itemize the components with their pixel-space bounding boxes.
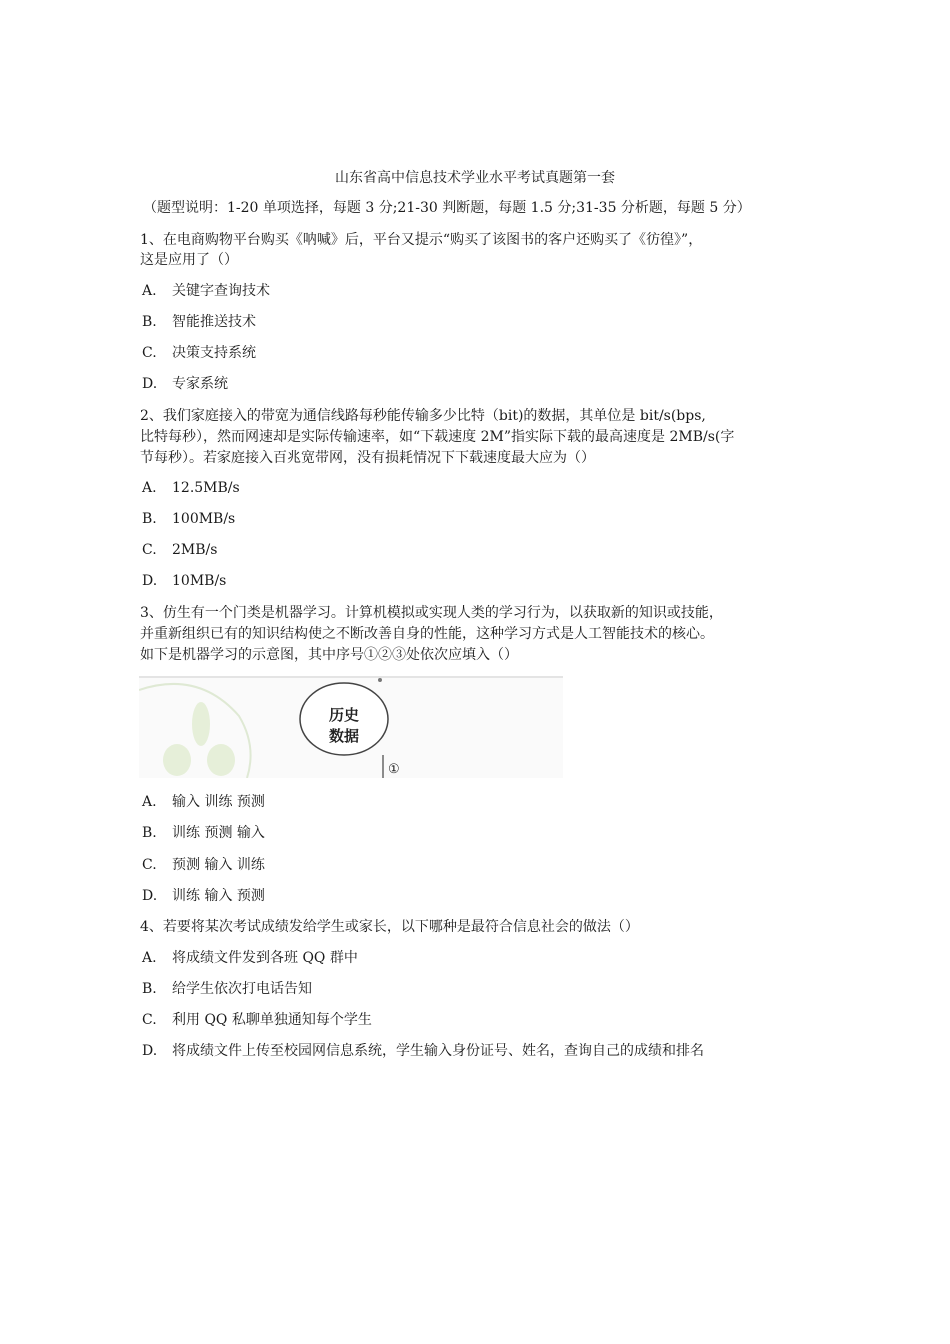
option-text: 给学生依次打电话告知 (172, 981, 312, 997)
option-letter: B. (142, 825, 157, 841)
option-letter: C. (142, 1012, 157, 1028)
question-1-option-d (142, 374, 228, 394)
question-3-option-a (142, 792, 265, 812)
option-letter: B. (142, 511, 157, 527)
option-text: 利用 QQ 私聊单独通知每个学生 (172, 1012, 372, 1028)
option-letter: A. (142, 794, 157, 810)
option-text: 将成绩文件上传至校园网信息系统，学生输入身份证号、姓名，查询自己的成绩和排名 (172, 1043, 704, 1059)
document-title: 山东省高中信息技术学业水平考试真题第一套 (335, 170, 615, 186)
question-2-stem-line-2: 比特每秒），然而网速却是实际传输速率，如“下载速度 2M”指实际下载的最高速度是 2MB/s(字 (140, 429, 735, 445)
option-text: 输入 训练 预测 (172, 794, 265, 810)
question-2-option-c (142, 540, 217, 560)
option-letter: D. (142, 888, 158, 904)
option-letter: D. (142, 1043, 158, 1059)
option-text: 专家系统 (172, 376, 228, 392)
option-letter: B. (142, 981, 157, 997)
option-text: 智能推送技术 (172, 314, 256, 330)
question-1-option-a (142, 281, 270, 301)
option-letter: D. (142, 376, 158, 392)
diagram-marker: ① (388, 762, 400, 777)
option-text: 训练 预测 输入 (172, 825, 265, 841)
question-3-option-c (142, 855, 265, 875)
option-text: 训练 输入 预测 (172, 888, 265, 904)
option-text: 将成绩文件发到各班 QQ 群中 (172, 950, 358, 966)
option-text: 2MB/s (172, 542, 218, 558)
option-letter: A. (142, 283, 157, 299)
option-text: 10MB/s (172, 573, 227, 589)
question-4-option-a (142, 948, 358, 968)
option-letter: B. (142, 314, 157, 330)
question-3-option-d (142, 886, 265, 906)
question-type-note: （题型说明：1-20 单项选择，每题 3 分;21-30 判断题，每题 1.5 分;31-35 分析题，每题 5 分） (143, 200, 751, 216)
option-text: 决策支持系统 (172, 345, 256, 361)
option-letter: A. (142, 480, 157, 496)
question-2-option-a (142, 478, 240, 498)
question-2-stem-line-1: 2、我们家庭接入的带宽为通信线路每秒能传输多少比特（bit)的数据，其单位是 bit/s(bps, (140, 408, 706, 424)
option-letter: C. (142, 857, 157, 873)
option-letter: A. (142, 950, 157, 966)
question-3-stem-line-2: 并重新组织已有的知识结构使之不断改善自身的性能，这种学习方式是人工智能技术的核心。 (140, 626, 714, 642)
question-1-option-c (142, 343, 256, 363)
question-1-stem-line-2: 这是应用了（） (140, 252, 238, 268)
question-3-option-b (142, 823, 265, 843)
question-1-option-b (142, 312, 256, 332)
option-letter: D. (142, 573, 158, 589)
question-4-option-c (142, 1010, 372, 1030)
option-text: 12.5MB/s (172, 480, 240, 496)
question-2-stem-line-3: 节每秒）。若家庭接入百兆宽带网，没有损耗情况下下载速度最大应为（） (140, 450, 595, 466)
question-2-option-d (142, 571, 226, 591)
diagram-node-label: 历史数据 (328, 706, 359, 745)
option-text: 100MB/s (172, 511, 236, 527)
question-4-option-b (142, 979, 312, 999)
question-4-stem-line-1: 4、若要将某次考试成绩发给学生或家长，以下哪种是最符合信息社会的做法（） (140, 919, 639, 935)
question-2-option-b (142, 509, 235, 529)
option-text: 关键字查询技术 (172, 283, 270, 299)
question-3-stem-line-3: 如下是机器学习的示意图，其中序号①②③处依次应填入（） (140, 647, 518, 663)
option-text: 预测 输入 训练 (172, 857, 265, 873)
question-3-stem-line-1: 3、仿生有一个门类是机器学习。计算机模拟或实现人类的学习行为，以获取新的知识或技能， (140, 605, 723, 621)
question-1-stem-line-1: 1、在电商购物平台购买《呐喊》后，平台又提示“购买了该图书的客户还购买了《彷徨》”， (140, 232, 703, 248)
option-letter: C. (142, 345, 157, 361)
question-4-option-d (142, 1041, 704, 1061)
option-letter: C. (142, 542, 157, 558)
